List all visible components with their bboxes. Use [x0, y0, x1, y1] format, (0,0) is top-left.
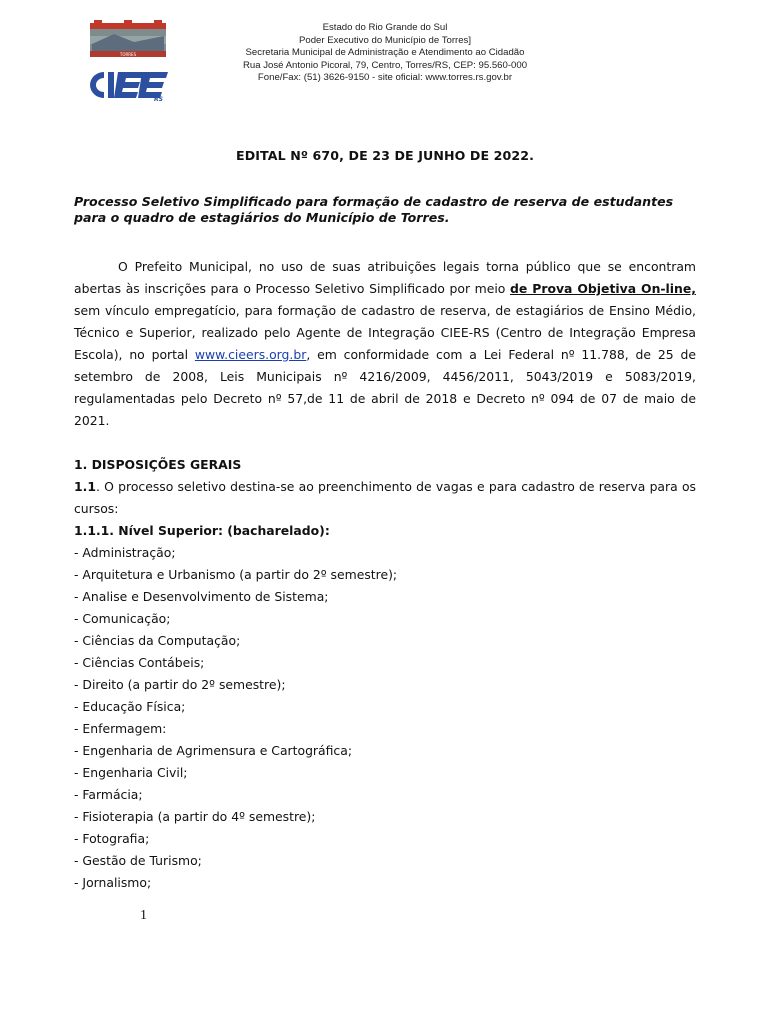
cieers-portal-link[interactable]: www.cieers.org.br [194, 347, 307, 362]
letterhead-line-executive: Poder Executivo do Município de Torres] [298, 34, 472, 46]
item-1-1-number: 1.1 [74, 479, 96, 494]
list-item: - Arquitetura e Urbanismo (a partir do 2º semestre); [74, 567, 398, 582]
list-item: - Engenharia Civil; [74, 765, 188, 780]
letterhead-line-address: Rua José Antonio Picoral, 79, Centro, Torres/RS, CEP: 95.560-000 [242, 59, 528, 71]
document-subtitle: Processo Seletivo Simplificado para formação de cadastro de reserva de estudantes para o quadro de estagiários do Município de Torres. [74, 194, 674, 225]
list-item: - Comunicação; [74, 611, 171, 626]
letterhead [200, 22, 570, 85]
document-title: EDITAL Nº 670, DE 23 DE JUNHO DE 2022. [236, 148, 534, 163]
list-item: - Gestão de Turismo; [74, 853, 202, 868]
courses-list [74, 542, 696, 894]
list-item: - Fotografia; [74, 831, 150, 846]
list-item: - Ciências da Computação; [74, 633, 241, 648]
subheading-higher-education: 1.1.1. Nível Superior: (bacharelado): [74, 523, 330, 538]
ciee-rs-logo [82, 68, 168, 102]
list-item: - Farmácia; [74, 787, 143, 802]
section-heading: 1. DISPOSIÇÕES GERAIS [74, 457, 242, 472]
section-general-provisions [74, 454, 696, 894]
letterhead-line-secretariat: Secretaria Municipal de Administração e Atendimento ao Cidadão [245, 47, 525, 59]
list-item: - Administração; [74, 545, 176, 560]
list-item: - Analise e Desenvolvimento de Sistema; [74, 589, 329, 604]
letterhead-line-state: Estado do Rio Grande do Sul [322, 22, 448, 33]
intro-text-part3: , em conformidade com a Lei Federal nº 11.788, de 25 de setembro de 2008, Leis Municipais nº 4216/2009, 4456/2011, 5043/2019 e 5083/2019, regulamentadas pelo Decreto nº 57,de 11 de abril de 2018 e Decreto nº 094 de 07 de maio de 2021. [74, 347, 696, 428]
svg-text:RS: RS [154, 96, 163, 102]
intro-text-part2: sem vínculo empregatício, para formação de cadastro de reserva, de estagiários de Ensino Médio, Técnico e Superior, realizado pelo Agente de Integração CIEE-RS (Centro de Integração Empresa Escola), no portal [74, 303, 696, 362]
item-1-1 [74, 476, 696, 520]
list-item: - Educação Física; [74, 699, 186, 714]
torres-coat-of-arms-logo [84, 20, 172, 60]
svg-text:TORRES: TORRES [119, 52, 137, 57]
list-item: - Jornalismo; [74, 875, 152, 890]
list-item: - Ciências Contábeis; [74, 655, 205, 670]
intro-paragraph [74, 256, 696, 432]
page-number: 1 [140, 908, 147, 923]
intro-text-part1: O Prefeito Municipal, no uso de suas atribuições legais torna público que se encontram abertas às inscrições para o Processo Seletivo Simplificado por meio [74, 259, 696, 296]
letterhead-line-contact: Fone/Fax: (51) 3626-9150 - site oficial: www.torres.rs.gov.br [257, 72, 513, 84]
list-item: - Direito (a partir do 2º semestre); [74, 677, 286, 692]
list-item: - Fisioterapia (a partir do 4º semestre); [74, 809, 316, 824]
item-1-1-text: . O processo seletivo destina-se ao preenchimento de vagas e para cadastro de reserva para os cursos: [74, 479, 696, 516]
intro-online-exam-emphasis: de Prova Objetiva On-line, [510, 281, 696, 296]
list-item: - Enfermagem: [74, 721, 167, 736]
list-item: - Engenharia de Agrimensura e Cartográfica; [74, 743, 353, 758]
